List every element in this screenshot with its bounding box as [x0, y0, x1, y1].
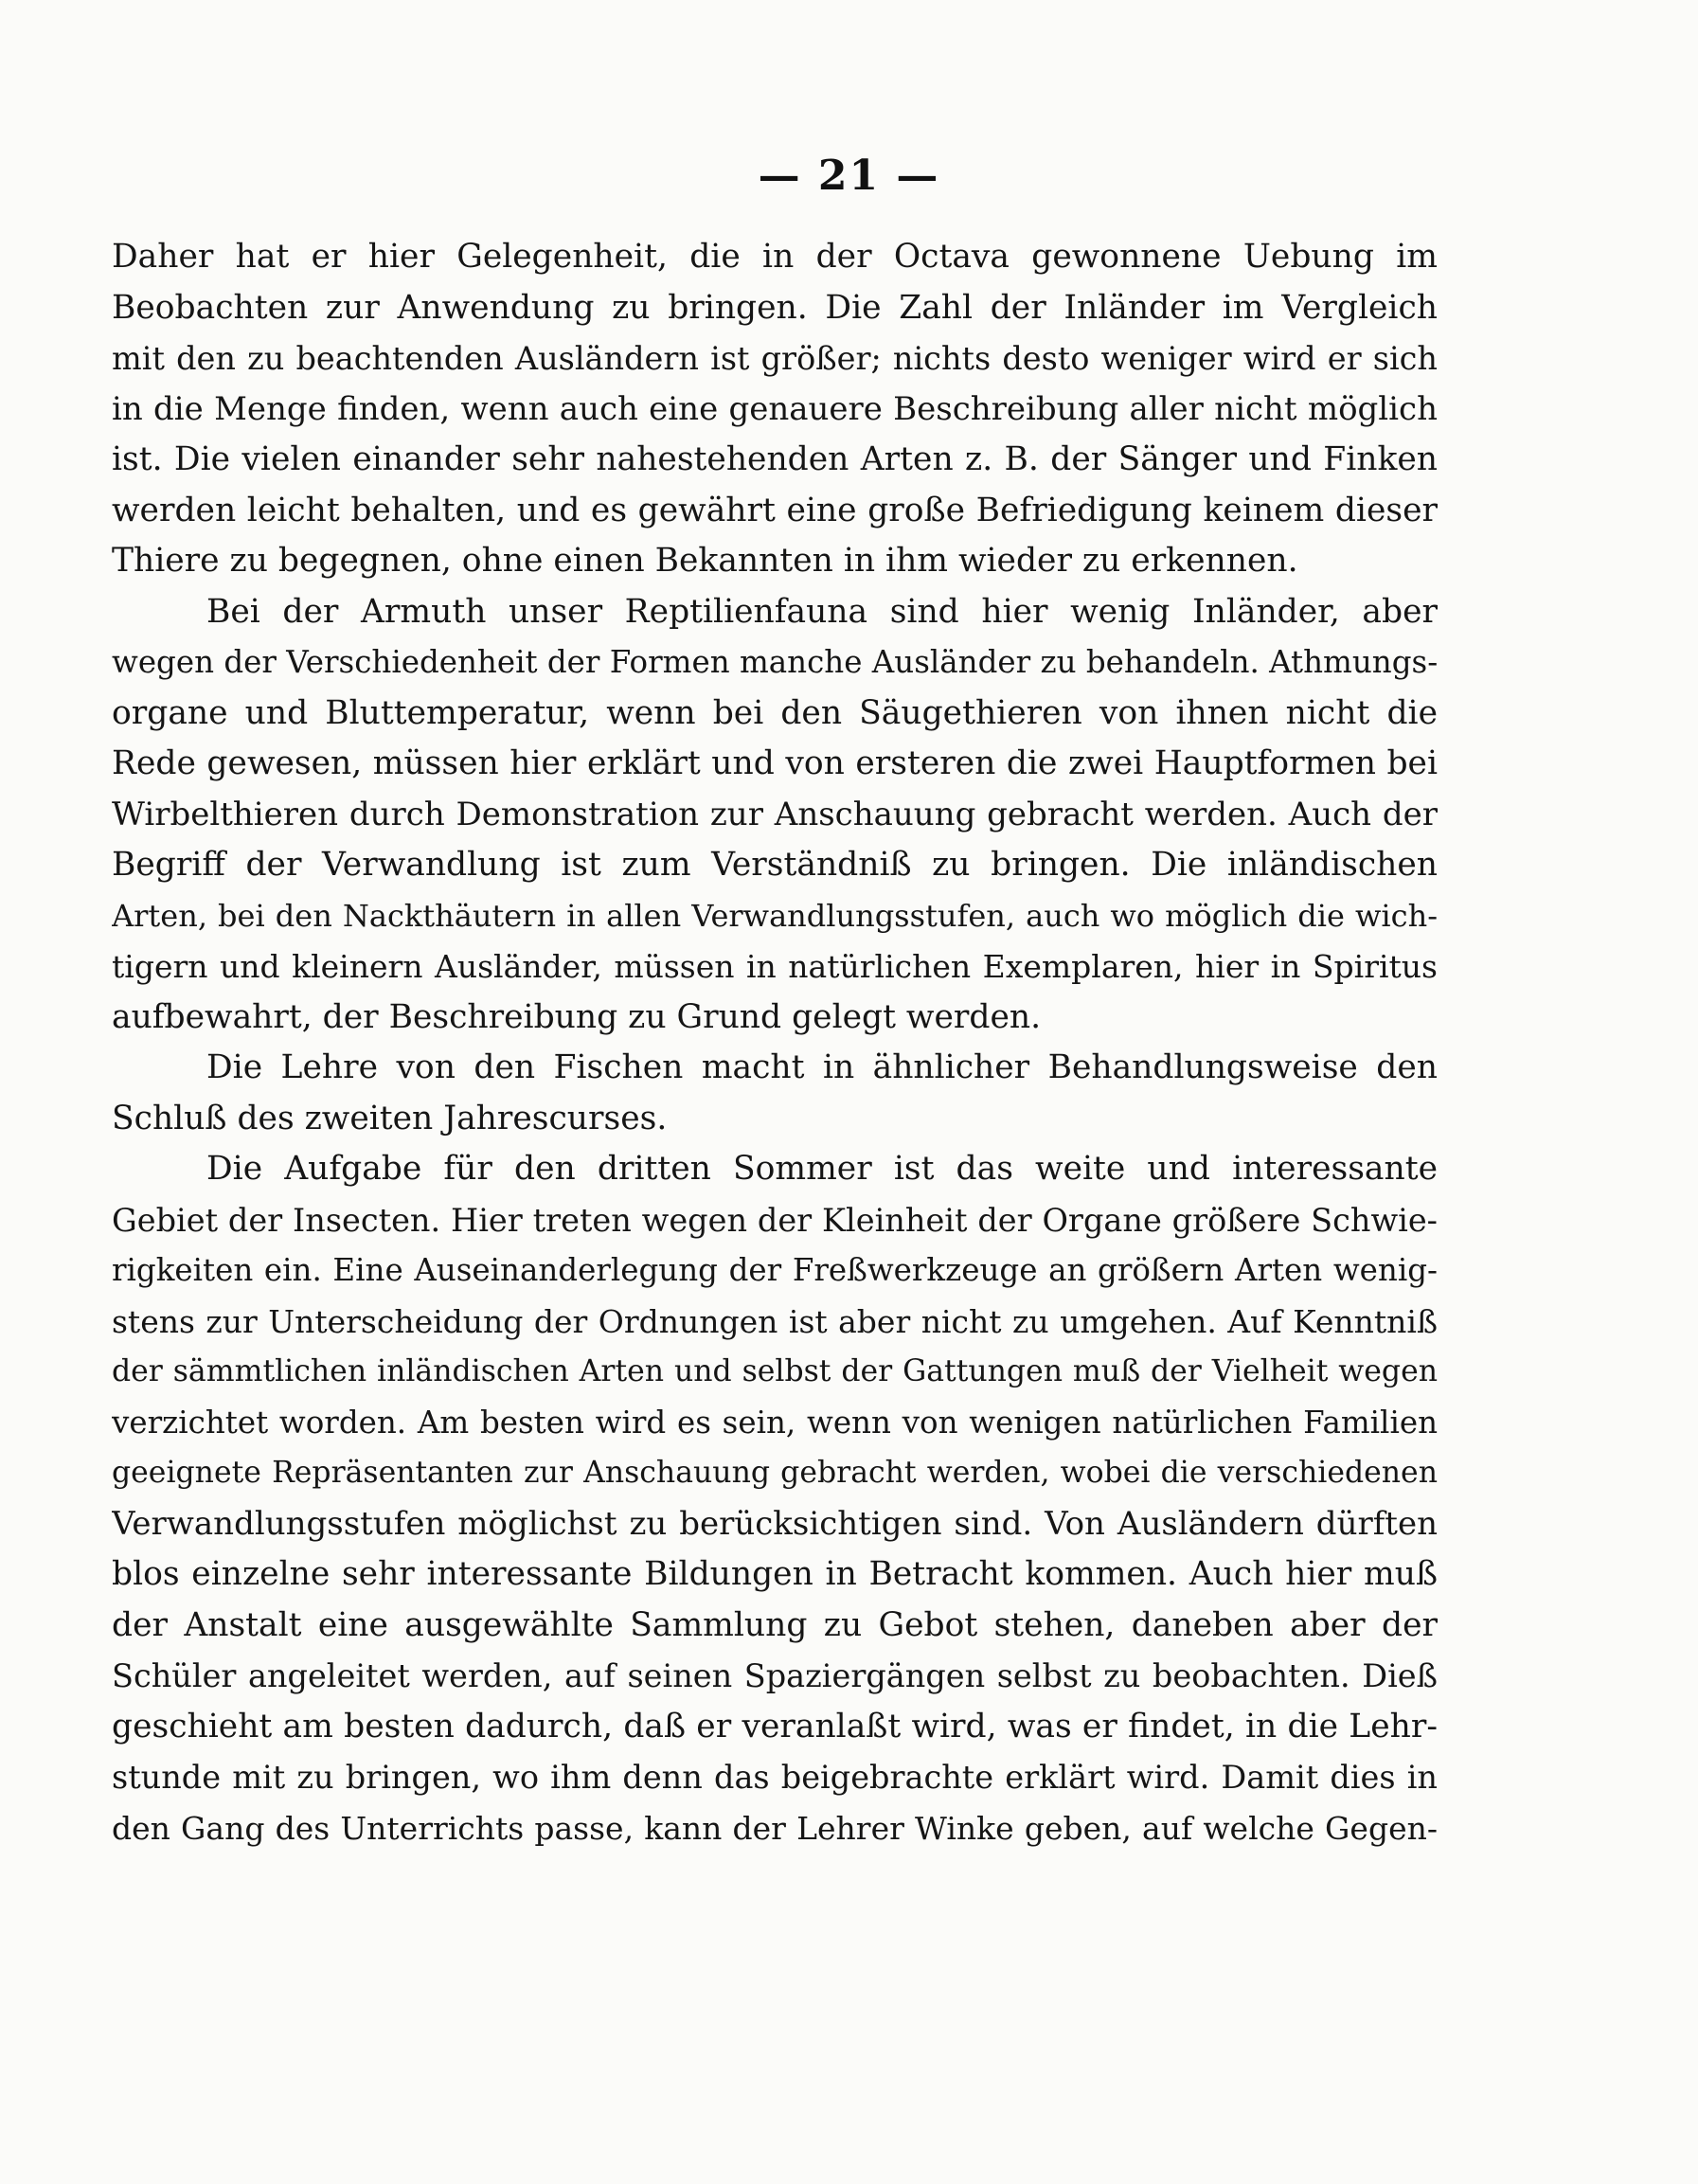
text-line: Wirbelthieren durch Demonstration zur Anschauung gebracht werden. Auch der	[112, 795, 1438, 833]
text-line: der sämmtlichen inländischen Arten und selbst der Gattungen muß der Vielheit wegen	[112, 1354, 1438, 1388]
text-line: werden leicht behalten, und es gewährt eine große Befriedigung keinem dieser	[112, 491, 1438, 529]
text-line: geschieht am besten dadurch, daß er veranlaßt wird, was er findet, in die Lehr-	[112, 1707, 1438, 1745]
text-line: mit den zu beachtenden Ausländern ist größer; nichts desto weniger wird er sich	[112, 340, 1438, 377]
text-line: verzichtet worden. Am besten wird es sein, wenn von wenigen natürlichen Familien	[112, 1404, 1438, 1441]
text-line: Bei der Armuth unser Reptilienfauna sind hier wenig Inländer, aber	[206, 592, 1438, 631]
text-line: in die Menge finden, wenn auch eine genauere Beschreibung aller nicht möglich	[112, 389, 1438, 428]
text-line: aufbewahrt, der Beschreibung zu Grund gelegt werden.	[112, 997, 1042, 1036]
text-line: Rede gewesen, müssen hier erklärt und von ersteren die zwei Hauptformen bei	[112, 744, 1438, 782]
text-line: Die Aufgabe für den dritten Sommer ist das weite und interessante	[206, 1150, 1438, 1188]
page-number: — 21 —	[758, 152, 940, 200]
text-line: Arten, bei den Nackthäutern in allen Verwandlungsstufen, auch wo möglich die wich-	[112, 897, 1438, 934]
text-line: blos einzelne sehr interessante Bildungen in Betracht kommen. Auch hier muß	[112, 1555, 1438, 1593]
text-line: Gebiet der Insecten. Hier treten wegen der Kleinheit der Organe größere Schwie-	[112, 1201, 1438, 1239]
text-line: rigkeiten ein. Eine Auseinanderlegung der Freßwerkzeuge an größern Arten wenig-	[112, 1252, 1438, 1288]
text-line: der Anstalt eine ausgewählte Sammlung zu Gebot stehen, daneben aber der	[112, 1605, 1438, 1644]
text-line: Begriff der Verwandlung ist zum Verständniß zu bringen. Die inländischen	[112, 846, 1438, 884]
text-line: organe und Bluttemperatur, wenn bei den Säugethieren von ihnen nicht die	[112, 693, 1438, 732]
text-line: den Gang des Unterrichts passe, kann der Lehrer Winke geben, auf welche Gegen-	[112, 1809, 1438, 1847]
text-line: Schüler angeleitet werden, auf seinen Spaziergängen selbst zu beobachten. Dieß	[112, 1657, 1438, 1694]
text-line: wegen der Verschiedenheit der Formen manche Ausländer zu behandeln. Athmungs-	[112, 644, 1438, 680]
body-text	[112, 232, 1438, 1853]
text-line: stens zur Unterscheidung der Ordnungen ist aber nicht zu umgehen. Auf Kenntniß	[112, 1302, 1438, 1340]
text-line: stunde mit zu bringen, wo ihm denn das beigebrachte erklärt wird. Damit dies in	[112, 1759, 1438, 1796]
text-line: geeignete Repräsentanten zur Anschauung gebracht werden, wobei die verschiedenen	[112, 1456, 1438, 1490]
text-line: Die Lehre von den Fischen macht in ähnlicher Behandlungsweise den	[206, 1048, 1438, 1086]
text-line: ist. Die vielen einander sehr nahestehenden Arten z. B. der Sänger und Finken	[112, 440, 1438, 478]
text-line: tigern und kleinern Ausländer, müssen in natürlichen Exemplaren, hier in Spiritus	[112, 948, 1438, 985]
text-line: Thiere zu begegnen, ohne einen Bekannten in ihm wieder zu erkennen.	[112, 542, 1298, 580]
text-line: Verwandlungsstufen möglichst zu berücksichtigen sind. Von Ausländern dürften	[112, 1504, 1438, 1543]
text-line: Daher hat er hier Gelegenheit, die in der Octava gewonnene Uebung im	[112, 238, 1438, 276]
text-line: Beobachten zur Anwendung zu bringen. Die Zahl der Inländer im Vergleich	[112, 288, 1438, 327]
text-line: Schluß des zweiten Jahrescurses.	[112, 1099, 668, 1137]
